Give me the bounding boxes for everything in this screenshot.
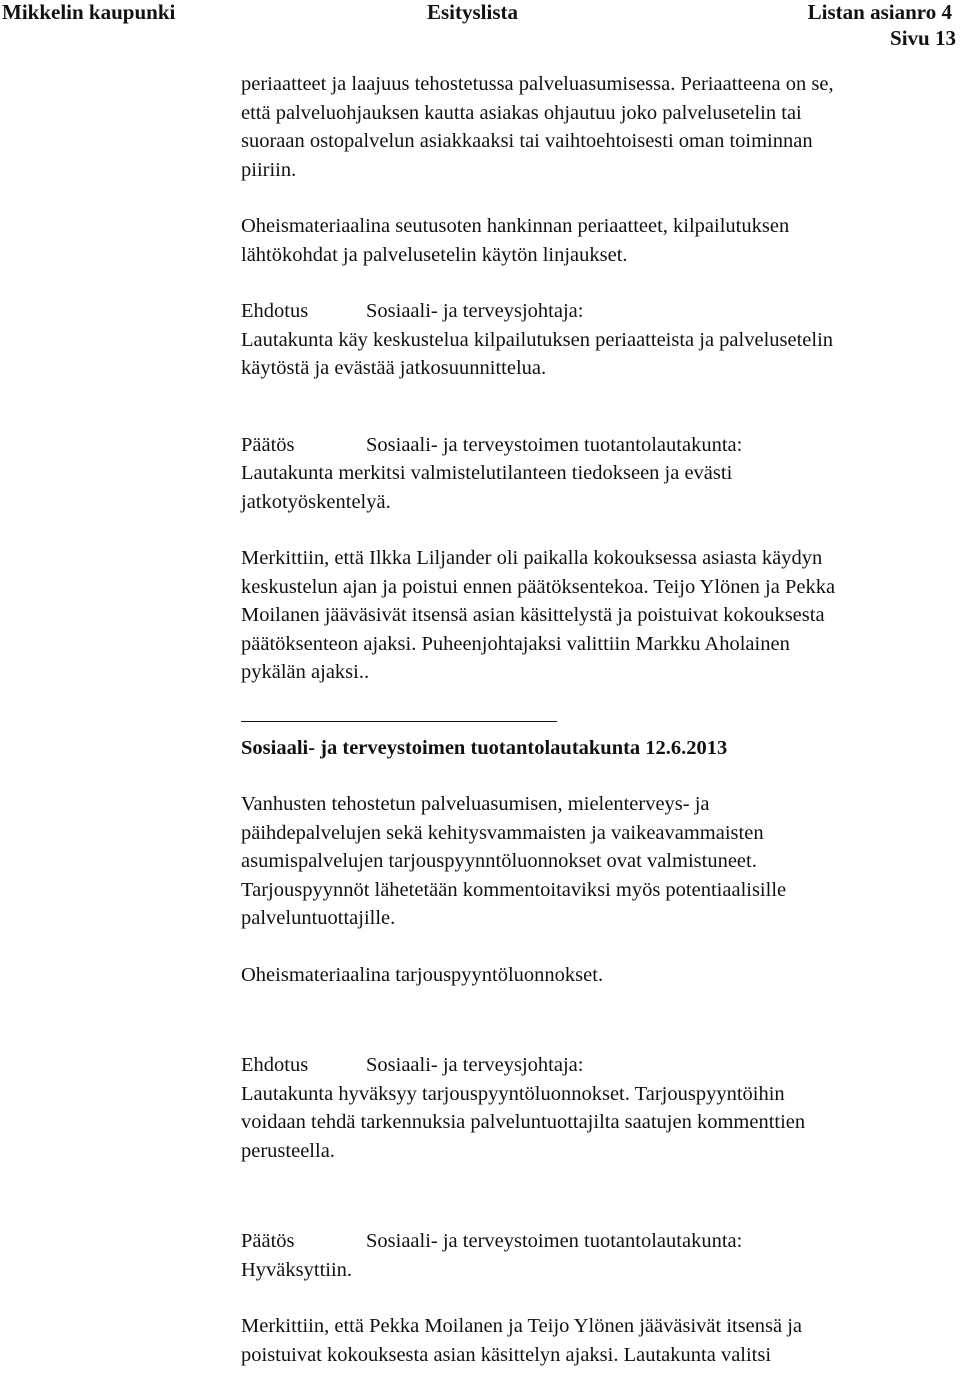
header-doc-type: Esityslista: [427, 0, 519, 24]
header-item-number: Listan asianro 4: [807, 0, 952, 24]
decision-heading: [241, 431, 956, 460]
proposal-by-2: Sosiaali- ja terveysjohtaja:: [366, 1054, 584, 1076]
decision-label: Päätös: [241, 433, 295, 456]
intro-paragraph: periaatteet ja laajuus tehostetussa palveluasumisessa. Periaatteena on se, että palveluohjauksen kautta asiakas ohjautuu joko palvelusetelin tai suoraan ostopalvelun asiakkaaksi tai vaihtoehtoisesti oman toiminnan piiriin.: [241, 73, 834, 181]
decision-text: Lautakunta merkitsi valmistelutilanteen tiedokseen ja evästi jatkotyöskentelyä.: [241, 462, 733, 513]
header-page-number: Sivu 13: [890, 26, 956, 50]
proposal-label: Ehdotus: [241, 300, 309, 322]
proposal-text-2: Lautakunta hyväksyy tarjouspyyntöluonnokset. Tarjouspyyntöihin voidaan tehdä tarkennuksia palveluntuottajilta saatujen kommenttien perusteella.: [241, 1082, 806, 1162]
proposal-label-2: Ehdotus: [241, 1054, 309, 1076]
meeting-attachment: Oheismateriaalina tarjouspyyntöluonnokset.: [241, 963, 604, 986]
proposal-heading-2: [241, 1051, 956, 1080]
proposal-text: Lautakunta käy keskustelua kilpailutuksen periaatteista ja palvelusetelin käytöstä ja evästää jatkosuunnittelua.: [241, 328, 834, 379]
decision-heading-2: [241, 1227, 956, 1256]
decision-by-2: Sosiaali- ja terveystoimen tuotantolautakunta:: [366, 1230, 743, 1252]
document-body: [241, 70, 956, 1369]
meeting-body: Vanhusten tehostetun palveluasumisen, mielenterveys- ja päihdepalvelujen sekä kehitysvammaisten ja vaikeavammaisten asumispalvelujen tarjouspyynntöluonnokset ovat valmistuneet. Tarjouspyynnöt lähetetään kommentoitaviksi myös potentiaalisille palveluntuottajille.: [241, 793, 787, 929]
attachment-paragraph: Oheismateriaalina seutusoten hankinnan periaatteet, kilpailutuksen lähtökohdat ja palvelusetelin käytön linjaukset.: [241, 215, 790, 266]
header-city: Mikkelin kaupunki: [2, 0, 176, 24]
decision-text-2: Hyväksyttiin.: [241, 1258, 353, 1281]
proposal-heading: [241, 297, 956, 326]
decision-by: Sosiaali- ja terveystoimen tuotantolautakunta:: [366, 433, 743, 456]
note-paragraph-2: Merkittiin, että Pekka Moilanen ja Teijo Ylönen jääväsivät itsensä ja poistuivat kokouksesta asian käsittelyn ajaksi. Lautakunta valitsi: [241, 1315, 803, 1366]
page-header: [0, 0, 960, 56]
meeting-heading: Sosiaali- ja terveystoimen tuotantolautakunta 12.6.2013: [241, 736, 728, 759]
note-paragraph: Merkittiin, että Ilkka Liljander oli paikalla kokouksessa asiasta käydyn keskustelun ajan ja poistui ennen päätöksentekoa. Teijo Ylönen ja Pekka Moilanen jääväsivät itsensä asian käsittelystä ja poistuivat kokouksesta päätöksenteon ajaksi. Puheenjohtajaksi valittiin Markku Aholainen pykälän ajaksi..: [241, 547, 836, 683]
section-divider: [241, 721, 557, 722]
decision-label-2: Päätös: [241, 1230, 295, 1252]
proposal-by: Sosiaali- ja terveysjohtaja:: [366, 300, 584, 322]
